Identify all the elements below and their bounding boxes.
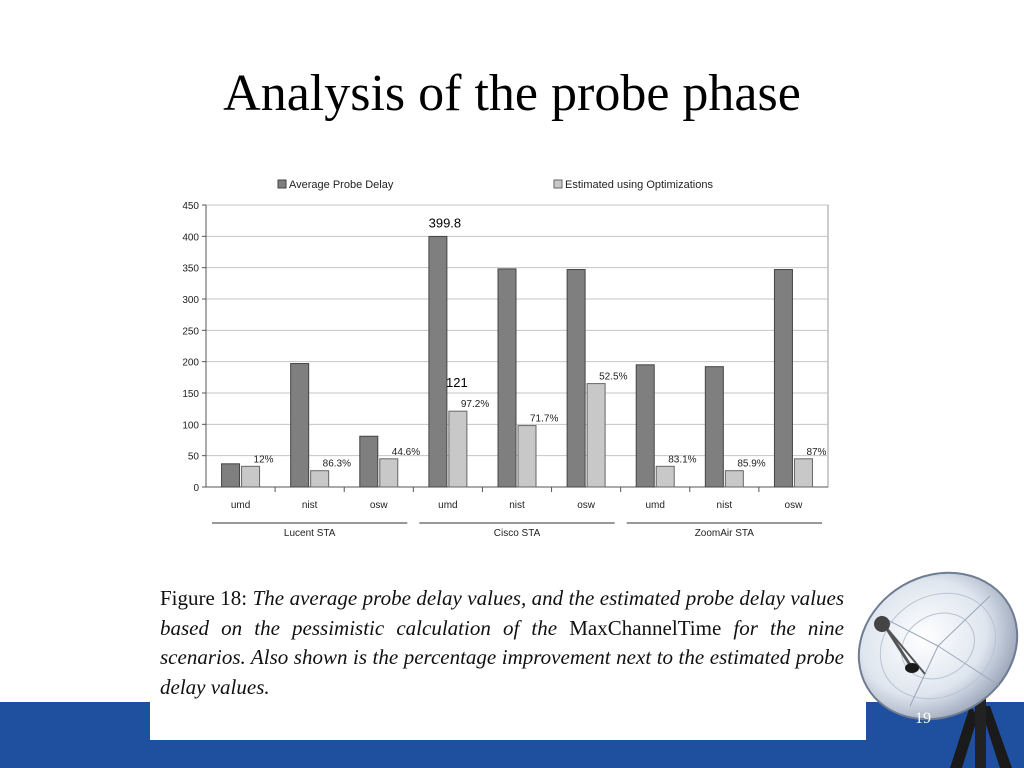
legend-label-average: Average Probe Delay [289,179,394,191]
x-tick-label: umd [438,500,458,511]
improvement-label: 87% [806,446,827,458]
bar-chart [170,170,850,550]
annotation-estimated-value: 121 [446,375,468,391]
x-tick-label: osw [784,500,803,511]
caption-lead: Figure 18: [160,586,248,610]
x-tick-label: nist [716,500,733,511]
bar-average-probe-delay [705,367,723,487]
bar-average-probe-delay [567,270,585,487]
improvement-label: 71.7% [530,413,559,425]
x-tick-label: umd [230,500,251,511]
page-number: 19 [915,710,931,727]
chart-svg [170,170,850,550]
caption-text-2: for the nine scenarios. Also shown is the percentage improvement next to the estimated probe delay values. [160,615,845,699]
annotation-max-value: 399.8 [428,215,462,231]
y-tick-label: 450 [182,201,199,212]
group-label: Cisco STA [493,528,541,539]
improvement-label: 12% [253,454,274,466]
y-tick-label: 300 [182,295,199,306]
legend-label-estimated: Estimated using Optimizations [565,179,713,191]
bar-average-probe-delay [360,436,378,487]
figure-caption [150,574,866,740]
y-tick-label: 400 [182,232,199,244]
legend-swatch-average [278,180,286,188]
bar-average-probe-delay [636,365,654,487]
slide-title: Analysis of the probe phase [223,65,801,122]
bar-estimated-optimizations [449,411,467,487]
bar-estimated-optimizations [656,466,674,487]
x-tick-label: osw [369,500,388,511]
bar-estimated-optimizations [242,466,260,487]
bar-estimated-optimizations [725,471,743,487]
y-tick-label: 150 [182,389,199,400]
bar-estimated-optimizations [311,471,329,487]
x-tick-label: nist [509,500,525,511]
x-tick-label: nist [301,500,318,511]
improvement-label: 52.5% [599,371,628,383]
y-tick-label: 0 [193,483,199,494]
bar-average-probe-delay [498,269,516,487]
bar-estimated-optimizations [587,384,605,487]
group-label: ZoomAir STA [694,528,754,539]
satellite-dish-image [850,556,1024,768]
bar-estimated-optimizations [518,426,536,487]
bar-average-probe-delay [774,270,792,487]
improvement-label: 83.1% [668,454,697,466]
caption-term: MaxChannelTime [569,615,722,640]
legend-swatch-estimated [554,180,562,188]
group-label: Lucent STA [283,528,336,539]
y-tick-label: 50 [187,451,199,463]
improvement-label: 85.9% [737,458,766,470]
bar-average-probe-delay [429,236,447,487]
y-tick-label: 200 [182,357,199,369]
bar-average-probe-delay [291,364,309,487]
x-tick-label: osw [577,500,596,511]
x-tick-label: umd [645,500,665,511]
improvement-label: 97.2% [460,399,490,411]
bar-estimated-optimizations [794,459,812,487]
improvement-label: 86.3% [322,458,352,470]
y-tick-label: 250 [182,326,199,338]
improvement-label: 44.6% [391,446,421,458]
bar-average-probe-delay [222,464,240,487]
bar-estimated-optimizations [380,459,398,487]
y-tick-label: 350 [182,263,199,275]
caption-text-1: The average probe delay values, and the estimated probe delay values based on the pessimistic calculation of the [160,586,844,640]
y-tick-label: 100 [182,420,199,432]
